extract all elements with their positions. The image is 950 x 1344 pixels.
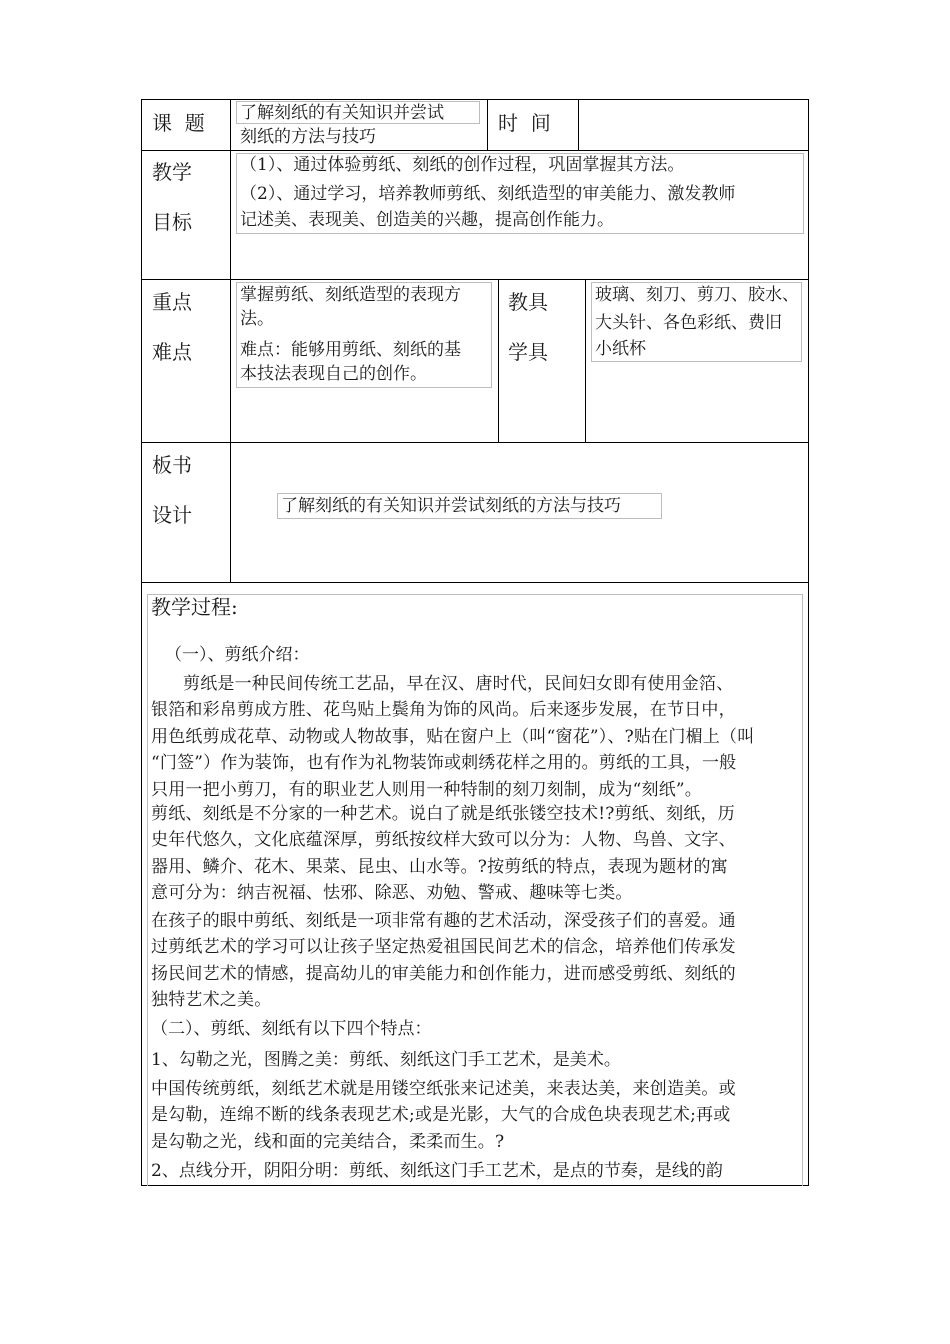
paragraph-1-line-5: 只用一把小剪刀，有的职业艺人则用一种特制的刻刀刻制，成为“刻纸”。 — [151, 779, 702, 800]
paragraph-2-line-3: 器用、鳞介、花木、果菜、昆虫、山水等。?按剪纸的特点，表现为题材的寓 — [151, 856, 728, 877]
paragraph-2-line-4: 意可分为：纳吉祝福、怯邪、除恶、劝勉、警戒、趣味等七类。 — [151, 883, 633, 904]
key-point-line-1: 掌握剪纸、刻纸造型的表现方 — [240, 285, 461, 305]
tools-column-left — [498, 279, 499, 443]
tools-label-line-1: 教具 — [508, 290, 548, 314]
table-border-left — [141, 99, 142, 1186]
goal-line-3: 记述美、表现美、创造美的兴趣，提高创作能力。 — [240, 210, 614, 230]
topic-line-2: 刻纸的方法与技巧 — [240, 127, 376, 147]
paragraph-1-line-3: 用色纸剪成花草、动物或人物故事，贴在窗户上（叫“窗花”）、?贴在门楣上（叫 — [151, 726, 755, 747]
tools-column-right — [585, 279, 586, 443]
table-rule-3 — [141, 442, 809, 443]
point-1: 1、勾勒之光，图腾之美：剪纸、刻纸这门手工艺术，是美术。 — [151, 1050, 621, 1070]
paragraph-1-line-2: 银箔和彩帛剪成方胜、花鸟贴上鬓角为饰的风尚。后来逐步发展，在节日中， — [151, 700, 736, 721]
paragraph-1-line-4: “门签”）作为装饰，也有作为礼物装饰或刺绣花样之用的。剪纸的工具，一般 — [151, 753, 737, 774]
goals-label-line-2: 目标 — [152, 210, 192, 234]
goal-line-2: （2）、通过学习，培养教师剪纸、刻纸造型的审美能力、激发教师 — [240, 184, 736, 204]
table-rule-1 — [141, 150, 809, 151]
tools-line-2: 大头针、各色彩纸、费旧 — [595, 313, 782, 333]
paragraph-3-line-2: 过剪纸艺术的学习可以让孩子坚定热爱祖国民间艺术的信念，培养他们传承发 — [151, 937, 736, 958]
paragraph-4-line-1: 中国传统剪纸，刻纸艺术就是用镂空纸张来记述美，来表达美，来创造美。或 — [151, 1079, 736, 1099]
paragraph-1 — [151, 671, 754, 803]
board-text: 了解刻纸的有关知识并尝试刻纸的方法与技巧 — [281, 496, 621, 516]
section-2-heading: （二）、剪纸、刻纸有以下四个特点： — [151, 1019, 432, 1039]
table-rule-4 — [141, 582, 809, 583]
paragraph-3-line-3: 扬民间艺术的情感，提高幼儿的审美能力和创作能力，进而感受剪纸、刻纸的 — [151, 963, 736, 984]
key-point-line-4: 本技法表现自己的创作。 — [240, 364, 427, 384]
topic-label: 课 题 — [152, 111, 205, 135]
goals-label-line-1: 教学 — [152, 160, 192, 184]
tools-line-1: 玻璃、刻刀、剪刀、胶水、 — [595, 285, 799, 305]
time-column-right — [578, 99, 579, 151]
topic-line-1: 了解刻纸的有关知识并尝试 — [240, 103, 444, 123]
key-points-label-line-2: 难点 — [152, 340, 192, 364]
key-points-label-line-1: 重点 — [152, 290, 192, 314]
paragraph-3-line-4: 独特艺术之美。 — [151, 990, 272, 1011]
goal-line-1: （1）、通过体验剪纸、刻纸的创作过程，巩固掌握其方法。 — [240, 155, 685, 175]
paragraph-4-line-3: 是勾勒之光，线和面的完美结合，柔柔而生。? — [151, 1131, 505, 1152]
board-label-line-2: 设计 — [152, 503, 192, 527]
paragraph-3-line-1: 在孩子的眼中剪纸、刻纸是一项非常有趣的艺术活动，深受孩子们的喜爱。通 — [151, 911, 736, 931]
table-border-right — [808, 99, 809, 1186]
key-point-line-2: 法。 — [240, 309, 274, 329]
tools-label-line-2: 学具 — [508, 340, 548, 364]
paragraph-4 — [151, 1076, 736, 1155]
paragraph-2 — [151, 801, 736, 907]
tools-line-3: 小纸杯 — [595, 339, 646, 359]
paragraph-2-line-2: 史年代悠久，文化底蕴深厚，剪纸按纹样大致可以分为：人物、鸟兽、文字、 — [151, 830, 736, 851]
paragraph-3 — [151, 908, 736, 1014]
section-1-heading: （一）、剪纸介绍： — [165, 645, 310, 665]
key-point-line-3: 难点：能够用剪纸、刻纸的基 — [240, 340, 461, 360]
time-label: 时 间 — [498, 111, 551, 135]
label-column-divider — [230, 99, 231, 583]
table-rule-2 — [141, 279, 809, 280]
point-2: 2、点线分开，阴阳分明：剪纸、刻纸这门手工艺术，是点的节奏，是线的韵 — [151, 1161, 723, 1181]
paragraph-4-line-2: 是勾勒，连绵不断的线条表现艺术;或是光影，大气的合成色块表现艺术;再或 — [151, 1105, 731, 1126]
process-title: 教学过程: — [151, 595, 238, 619]
time-column-left — [487, 99, 488, 151]
paragraph-2-line-1: 剪纸、刻纸是不分家的一种艺术。说白了就是纸张镂空技术!?剪纸、刻纸，历 — [151, 804, 735, 824]
paragraph-1-line-1: 剪纸是一种民间传统工艺品，早在汉、唐时代，民间妇女即有使用金箔、 — [183, 674, 734, 694]
board-label-line-1: 板书 — [152, 453, 192, 477]
